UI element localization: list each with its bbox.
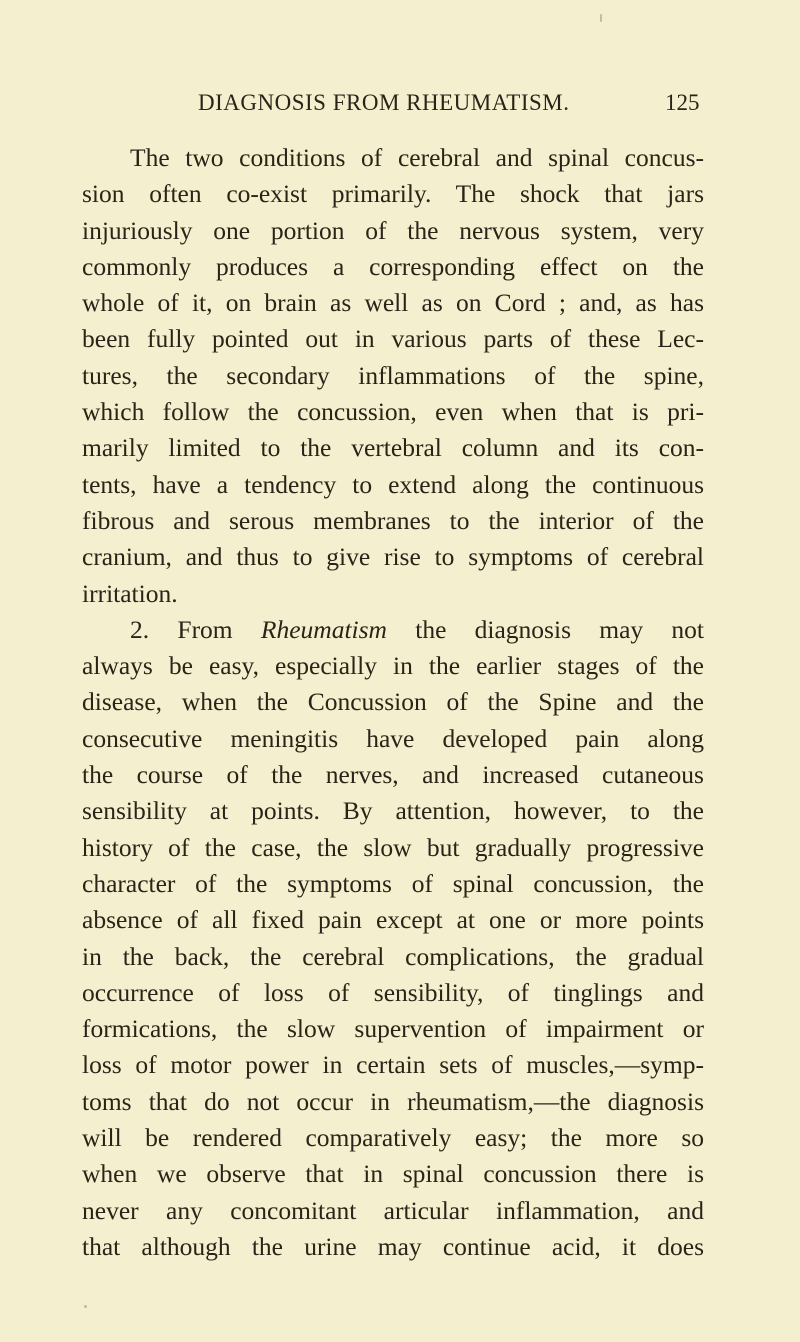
text-line: which follow the concussion, even when that is pri-: [82, 397, 704, 427]
text-line: consecutive meningitis have developed pain along: [82, 723, 704, 753]
text-line: occurrence of loss of sensibility, of tinglings and: [82, 977, 704, 1007]
text-line: the course of the nerves, and increased cutaneous: [82, 760, 704, 790]
text-line: cranium, and thus to give rise to symptoms of cerebral: [82, 542, 704, 572]
text-line: [82, 612, 704, 648]
paragraph-2: [82, 612, 704, 1265]
text-line: commonly produces a corresponding effect on the: [82, 251, 704, 281]
text-line: will be rendered comparatively easy; the more so: [82, 1123, 704, 1153]
text-line: loss of motor power in certain sets of muscles,—symp-: [82, 1050, 704, 1080]
text-line: when we observe that in spinal concussion there is: [82, 1159, 704, 1189]
text-line: absence of all fixed pain except at one or more points: [82, 905, 704, 935]
text-line: sensibility at points. By attention, however, to the: [82, 796, 704, 826]
text-line: in the back, the cerebral complications, the gradual: [82, 941, 704, 971]
text-line: disease, when the Concussion of the Spine and the: [82, 687, 704, 717]
page-header: [0, 90, 800, 124]
text-line: fibrous and serous membranes to the interior of the: [82, 505, 704, 535]
text-line: that although the urine may continue acid, it does: [82, 1231, 704, 1261]
text-line: toms that do not occur in rheumatism,—the diagnosis: [82, 1086, 704, 1116]
text-line: tures, the secondary inflammations of the spine,: [82, 360, 704, 390]
text-line: The two conditions of cerebral and spinal concus-: [130, 143, 704, 172]
text-line: tents, have a tendency to extend along the continuous: [82, 469, 704, 499]
paragraph-1: [82, 140, 704, 612]
body-text: [82, 140, 704, 1265]
text-line: been fully pointed out in various parts of these Lec-: [82, 324, 704, 354]
text-line: always be easy, especially in the earlier stages of the: [82, 651, 704, 681]
text-line: never any concomitant articular inflammation, and: [82, 1195, 704, 1225]
text-line: sion often co-exist primarily. The shock that jars: [82, 179, 704, 209]
page-speck: [600, 14, 602, 22]
text-line: formications, the slow supervention of impairment or: [82, 1014, 704, 1044]
page-speck: [84, 1305, 87, 1308]
text-line: history of the case, the slow but gradually progressive: [82, 832, 704, 862]
page-number: 125: [665, 90, 700, 115]
text-line: marily limited to the vertebral column and its con-: [82, 433, 704, 463]
line-prefix: 2. From: [130, 614, 261, 644]
text-line: character of the symptoms of spinal concussion, the: [82, 868, 704, 898]
text-line: injuriously one portion of the nervous system, very: [82, 215, 704, 245]
text-line: whole of it, on brain as well as on Cord ; and, as has: [82, 288, 704, 318]
running-title: DIAGNOSIS FROM RHEUMATISM.: [198, 90, 570, 115]
line-suffix: the diagnosis may not: [386, 614, 704, 644]
text-line: irritation.: [82, 578, 178, 608]
italic-term: Rheumatism: [260, 614, 387, 644]
